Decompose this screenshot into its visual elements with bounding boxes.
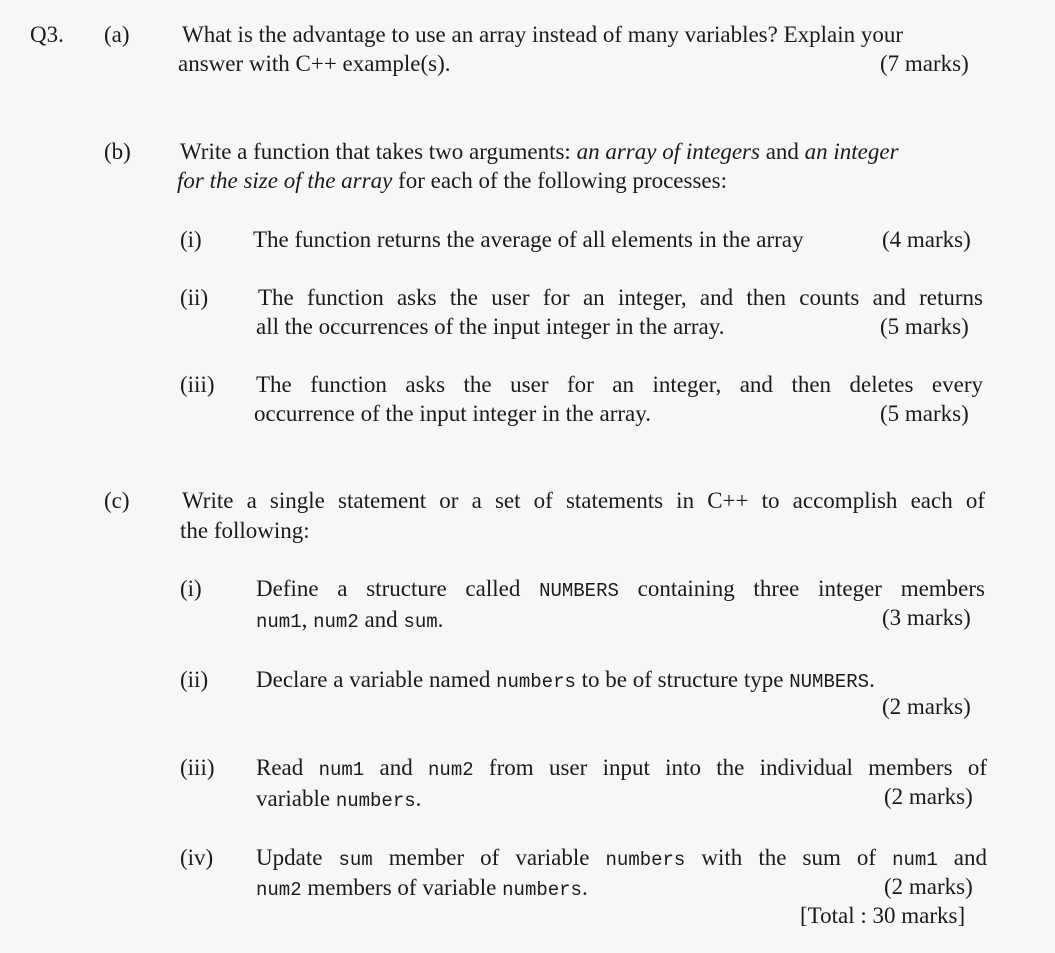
part-b-ii-marks: (5 marks) bbox=[880, 314, 969, 339]
part-c-line1: Write a single statement or a set of statements in C++ to accomplish each of bbox=[182, 488, 985, 513]
part-c-iv-label: (iv) bbox=[180, 845, 214, 870]
question-number: Q3. bbox=[30, 22, 64, 47]
part-c-i-marks: (3 marks) bbox=[882, 605, 971, 630]
part-c-iv-line1: Update sum member of variable numbers with the sum of num1 and bbox=[256, 845, 987, 871]
part-b-ii-line2: all the occurrences of the input integer in the array. bbox=[256, 314, 725, 339]
part-b-line2: for the size of the array for each of the following processes: bbox=[177, 168, 727, 193]
part-c-ii-text: Declare a variable named numbers to be of structure type NUMBERS. bbox=[256, 667, 875, 693]
part-b-iii-line1: The function asks the user for an integer, and then deletes every bbox=[256, 372, 983, 397]
part-a-line1: What is the advantage to use an array instead of many variables? Explain your bbox=[182, 22, 904, 47]
part-c-iv-line2: num2 members of variable numbers. bbox=[256, 875, 588, 901]
part-c-i-line1: Define a structure called NUMBERS containing three integer members bbox=[256, 576, 985, 602]
part-b-iii-line2: occurrence of the input integer in the array. bbox=[254, 401, 651, 426]
part-b-i-marks: (4 marks) bbox=[882, 227, 971, 252]
part-b-ii-label: (ii) bbox=[180, 285, 209, 310]
part-c-i-label: (i) bbox=[180, 576, 202, 601]
part-c-line2: the following: bbox=[180, 518, 310, 543]
part-b-iii-label: (iii) bbox=[180, 372, 215, 397]
part-b-label: (b) bbox=[104, 139, 131, 164]
part-c-ii-marks: (2 marks) bbox=[882, 694, 971, 719]
part-b-i-label: (i) bbox=[180, 227, 202, 252]
part-c-iii-label: (iii) bbox=[180, 755, 215, 780]
total-marks: [Total : 30 marks] bbox=[800, 903, 966, 928]
part-c-label: (c) bbox=[104, 488, 130, 513]
part-a-line2: answer with C++ example(s). bbox=[178, 51, 451, 76]
part-c-ii-label: (ii) bbox=[180, 667, 209, 692]
part-c-iv-marks: (2 marks) bbox=[884, 874, 973, 899]
part-b-ii-line1: The function asks the user for an integer, and then counts and returns bbox=[258, 285, 983, 310]
part-c-iii-marks: (2 marks) bbox=[884, 784, 973, 809]
part-c-iii-line2: variable numbers. bbox=[256, 786, 422, 812]
part-c-i-line2: num1, num2 and sum. bbox=[256, 607, 444, 633]
part-a-marks: (7 marks) bbox=[880, 51, 969, 76]
part-c-iii-line1: Read num1 and num2 from user input into the individual members of bbox=[256, 755, 988, 781]
part-a-label: (a) bbox=[104, 22, 130, 47]
part-b-i-text: The function returns the average of all elements in the array bbox=[253, 227, 804, 252]
part-b-iii-marks: (5 marks) bbox=[880, 401, 969, 426]
part-b-line1: Write a function that takes two arguments: an array of integers and an integer bbox=[180, 139, 899, 164]
